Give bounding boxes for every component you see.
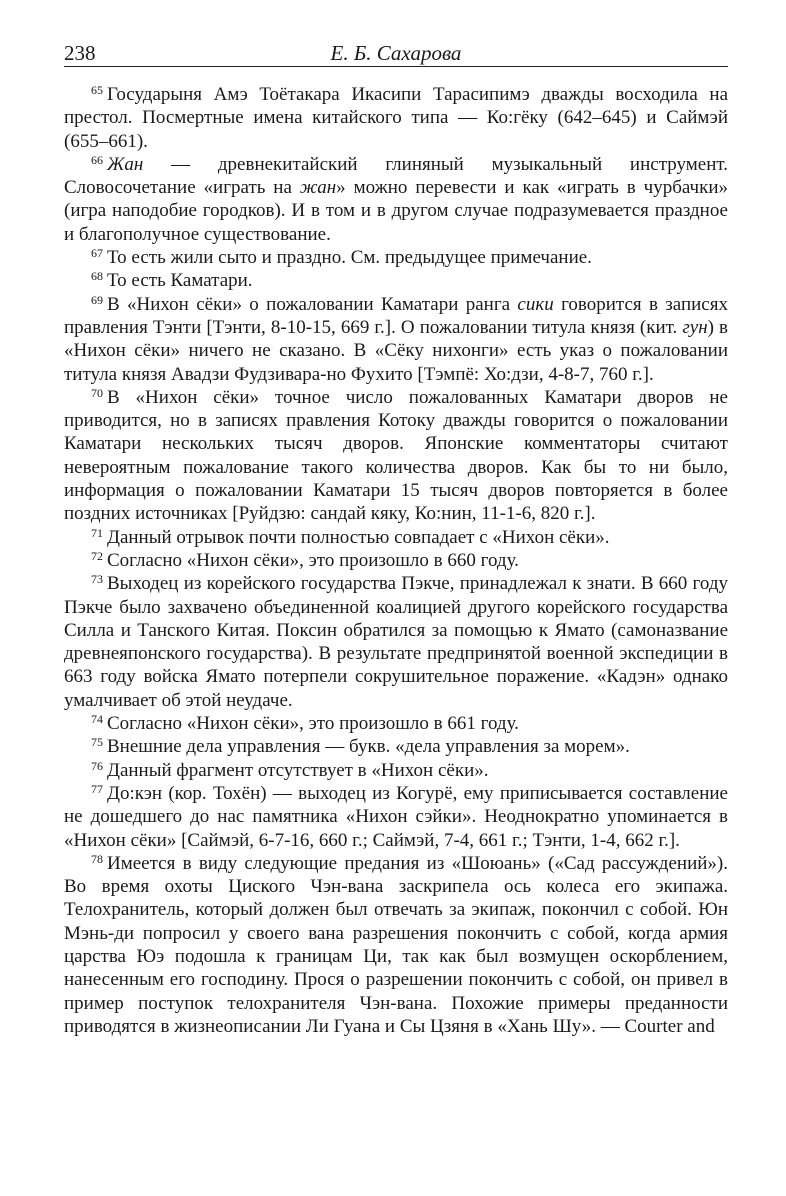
footnote-text: То есть Каматари. [107,270,253,292]
running-title: Е. Б. Сахарова [330,41,462,65]
footnote-73 [64,572,728,712]
footnote-number: 73 [91,572,103,587]
footnote-number: 67 [91,246,103,261]
footnote-text: В «Нихон сёки» точное число пожалованных Каматари дворов не приводится, но в записях правления Котоку дважды говорится о пожаловании Каматари нескольких тысяч дворов. Японские комментаторы считают невероятным пожалование такого количества дворов. Как бы то ни было, информация о пожаловании Каматари 15 тысяч дворов повторяется в более поздних источниках [Руйдзю: сандай кяку, Ко:нин, 11-1-6, 820 г.]. [64,386,728,525]
footnote-67 [64,246,728,269]
footnote-70 [64,386,728,526]
footnote-text: Имеется в виду следующие предания из «Шоюань» («Сад рассуждений»). Во время охоты Циского Чэн-вана заскрипела ось колеса его экипажа. Телохранитель, который должен был отвечать за экипаж, покончил с собой. Юн Мэнь-ди попросил у своего вана разрешения покончить с собой, когда армия царства Юэ подошла к границам Ци, так как был возмущен оскорблением, нанесенным его господину. Прося о разрешении покончить с собой, он привел в пример поступок телохранителя Чэн-вана. Похожие примеры преданности приводятся в жизнеописании Ли Гуана и Сы Цзяня в «Хань Шу». — Courter and [64,852,728,1037]
footnote-number: 71 [91,525,103,540]
footnote-text: Согласно «Нихон сёки», это произошло в 660 году. [107,549,519,571]
footnote-text: То есть жили сыто и праздно. См. предыдущее примечание. [107,247,592,269]
footnote-text: Государыня Амэ Тоётакара Икасипи Тарасипимэ дважды восходила на престол. Посмертные имена китайского типа — Ко:гёку (642–645) и Саймэй (655–661). [64,84,728,152]
footnote-text: Внешние дела управления — букв. «дела управления за морем». [107,736,630,758]
footnote-number: 74 [91,712,103,727]
footnote-text: Данный отрывок почти полностью совпадает с «Нихон сёки». [107,526,610,548]
footnote-72 [64,549,728,572]
footnote-78 [64,852,728,1038]
footnote-76 [64,759,728,782]
footnote-number: 69 [91,292,103,307]
footnote-75 [64,735,728,758]
footnote-68 [64,269,728,292]
footnote-text: В «Нихон сёки» о пожаловании Каматари ранга сики говорится в записях правления Тэнти [Тэнти, 8-10-15, 669 г.]. О пожаловании титула князя (кит. гун) в «Нихон сёки» ничего не сказано. В «Сёку нихонги» есть указ о пожаловании титула князя Авадзи Фудзивара-но Фухито [Тэмпё: Хо:дзи, 4-8-7, 760 г.]. [64,293,728,385]
footnote-71 [64,526,728,549]
footnote-number: 65 [91,83,103,97]
footnote-69 [64,293,728,386]
page-number: 238 [64,41,96,65]
running-header [64,40,728,67]
footnote-text: Выходец из корейского государства Пэкче, принадлежал к знати. В 660 году Пэкче было захвачено объединенной коалицией другого корейского государства Силла и Танского Китая. Поксин обратился за помощью к Ямато (самоназвание древнеяпонского государства). В результате предпринятой военной экспедиции в 663 году войска Ямато потерпели сокрушительное поражение. «Кадэн» однако умалчивает об этой неудаче. [64,573,728,711]
footnote-text: Данный фрагмент отсутствует в «Нихон сёки». [107,759,489,781]
footnote-number: 66 [91,152,103,167]
footnote-number: 75 [91,735,103,750]
footnote-text: Жан — древнекитайский глиняный музыкальный инструмент. Словосочетание «играть на жан» можно перевести и как «играть в чурбачки» (игра наподобие городков). И в том и в другом случае подразумевается праздное и благополучное существование. [64,153,728,245]
footnote-74 [64,712,728,735]
footnote-text: Согласно «Нихон сёки», это произошло в 661 году. [107,713,519,735]
footnote-number: 72 [91,548,103,563]
footnotes-list [64,83,728,1038]
footnote-number: 68 [91,269,103,284]
footnote-66 [64,153,728,246]
footnote-number: 78 [91,851,103,866]
footnote-text: До:кэн (кор. Тохён) — выходец из Когурё, ему приписывается составление не дошедшего до нас памятника «Нихон сэйки». Неоднократно упоминается в «Нихон сёки» [Саймэй, 6-7-16, 660 г.; Саймэй, 7-4, 661 г.; Тэнти, 1-4, 662 г.]. [64,782,728,851]
footnote-65 [64,83,728,153]
footnote-77 [64,782,728,852]
footnote-number: 76 [91,758,103,773]
footnote-number: 77 [91,781,103,796]
footnote-number: 70 [91,385,103,400]
